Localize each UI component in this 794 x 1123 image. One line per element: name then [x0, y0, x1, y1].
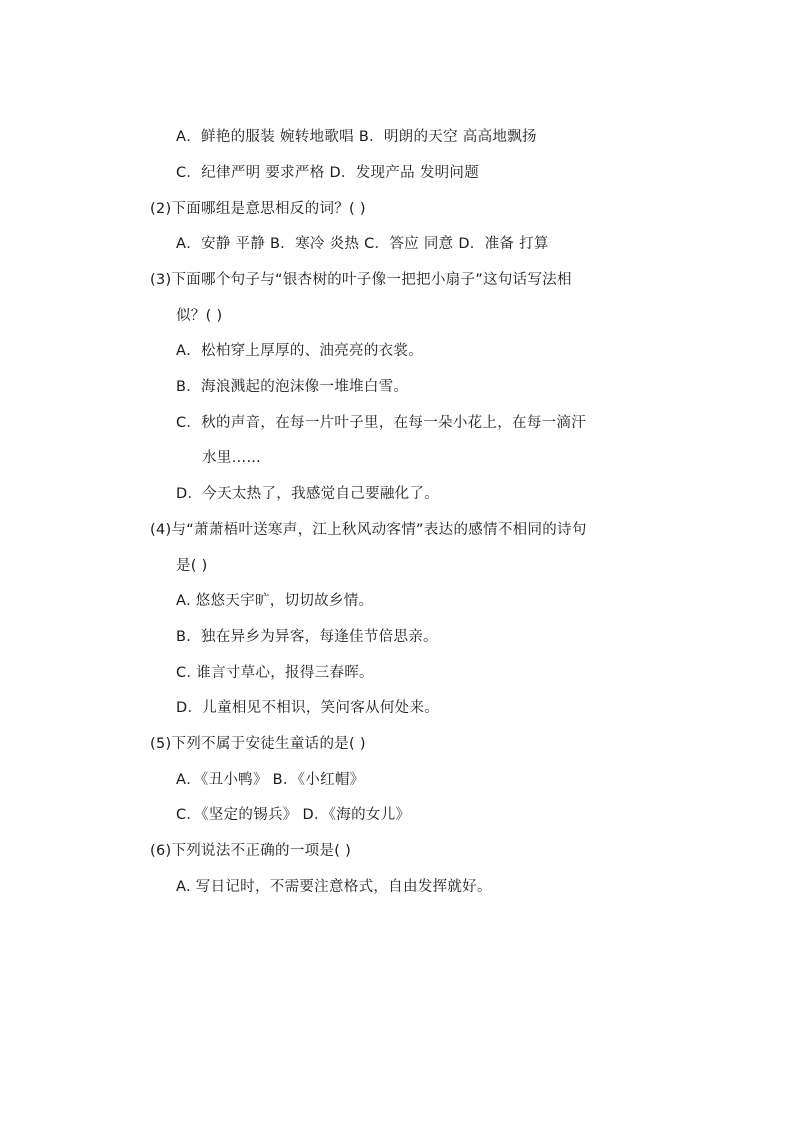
q4-option-d: D．儿童相见不相识，笑问客从何处来。: [176, 700, 440, 716]
q6-option-a: A. 写日记时，不需要注意格式，自由发挥就好。: [176, 879, 492, 895]
q1-options-cd: C．纪律严明 要求严格 D．发现产品 发明问题: [176, 165, 480, 181]
q2-question: (2)下面哪组是意思相反的词？( ): [150, 201, 366, 217]
q3-question: (3)下面哪个句子与“银杏树的叶子像一把把小扇子”这句话写法相: [150, 272, 572, 288]
q3-question-cont: 似？( ): [176, 308, 223, 324]
q3-option-a: A．松柏穿上厚厚的、油亮亮的衣裳。: [176, 343, 424, 359]
q2-options: A．安静 平静 B．寒冷 炎热 C．答应 同意 D．准备 打算: [176, 236, 549, 252]
q6-question: (6)下列说法不正确的一项是( ): [150, 843, 352, 859]
q4-question-cont: 是( ): [176, 558, 208, 574]
q3-option-b: B．海浪溅起的泡沫像一堆堆白雪。: [176, 379, 409, 395]
q3-option-c-cont: 水里……: [202, 450, 262, 466]
q4-question: (4)与“萧萧梧叶送寒声，江上秋风动客情”表达的感情不相同的诗句: [150, 522, 587, 538]
q5-options-cd: C．《坚定的锡兵》 D．《海的女儿》: [176, 807, 411, 823]
q3-option-c: C．秋的声音，在每一片叶子里，在每一朵小花上，在每一滴汗: [176, 415, 587, 431]
q4-option-c: C. 谁言寸草心，报得三春晖。: [176, 665, 374, 681]
q5-options-ab: A．《丑小鸭》 B．《小红帽》: [176, 772, 365, 788]
q3-option-d: D．今天太热了，我感觉自己要融化了。: [176, 486, 440, 502]
q4-option-b: B．独在异乡为异客，每逢佳节倍思亲。: [176, 629, 438, 645]
q1-options-ab: A．鲜艳的服装 婉转地歌唱 B．明朗的天空 高高地飘扬: [176, 129, 537, 145]
q4-option-a: A. 悠悠天宇旷，切切故乡情。: [176, 593, 374, 609]
q5-question: (5)下列不属于安徒生童话的是( ): [150, 736, 366, 752]
